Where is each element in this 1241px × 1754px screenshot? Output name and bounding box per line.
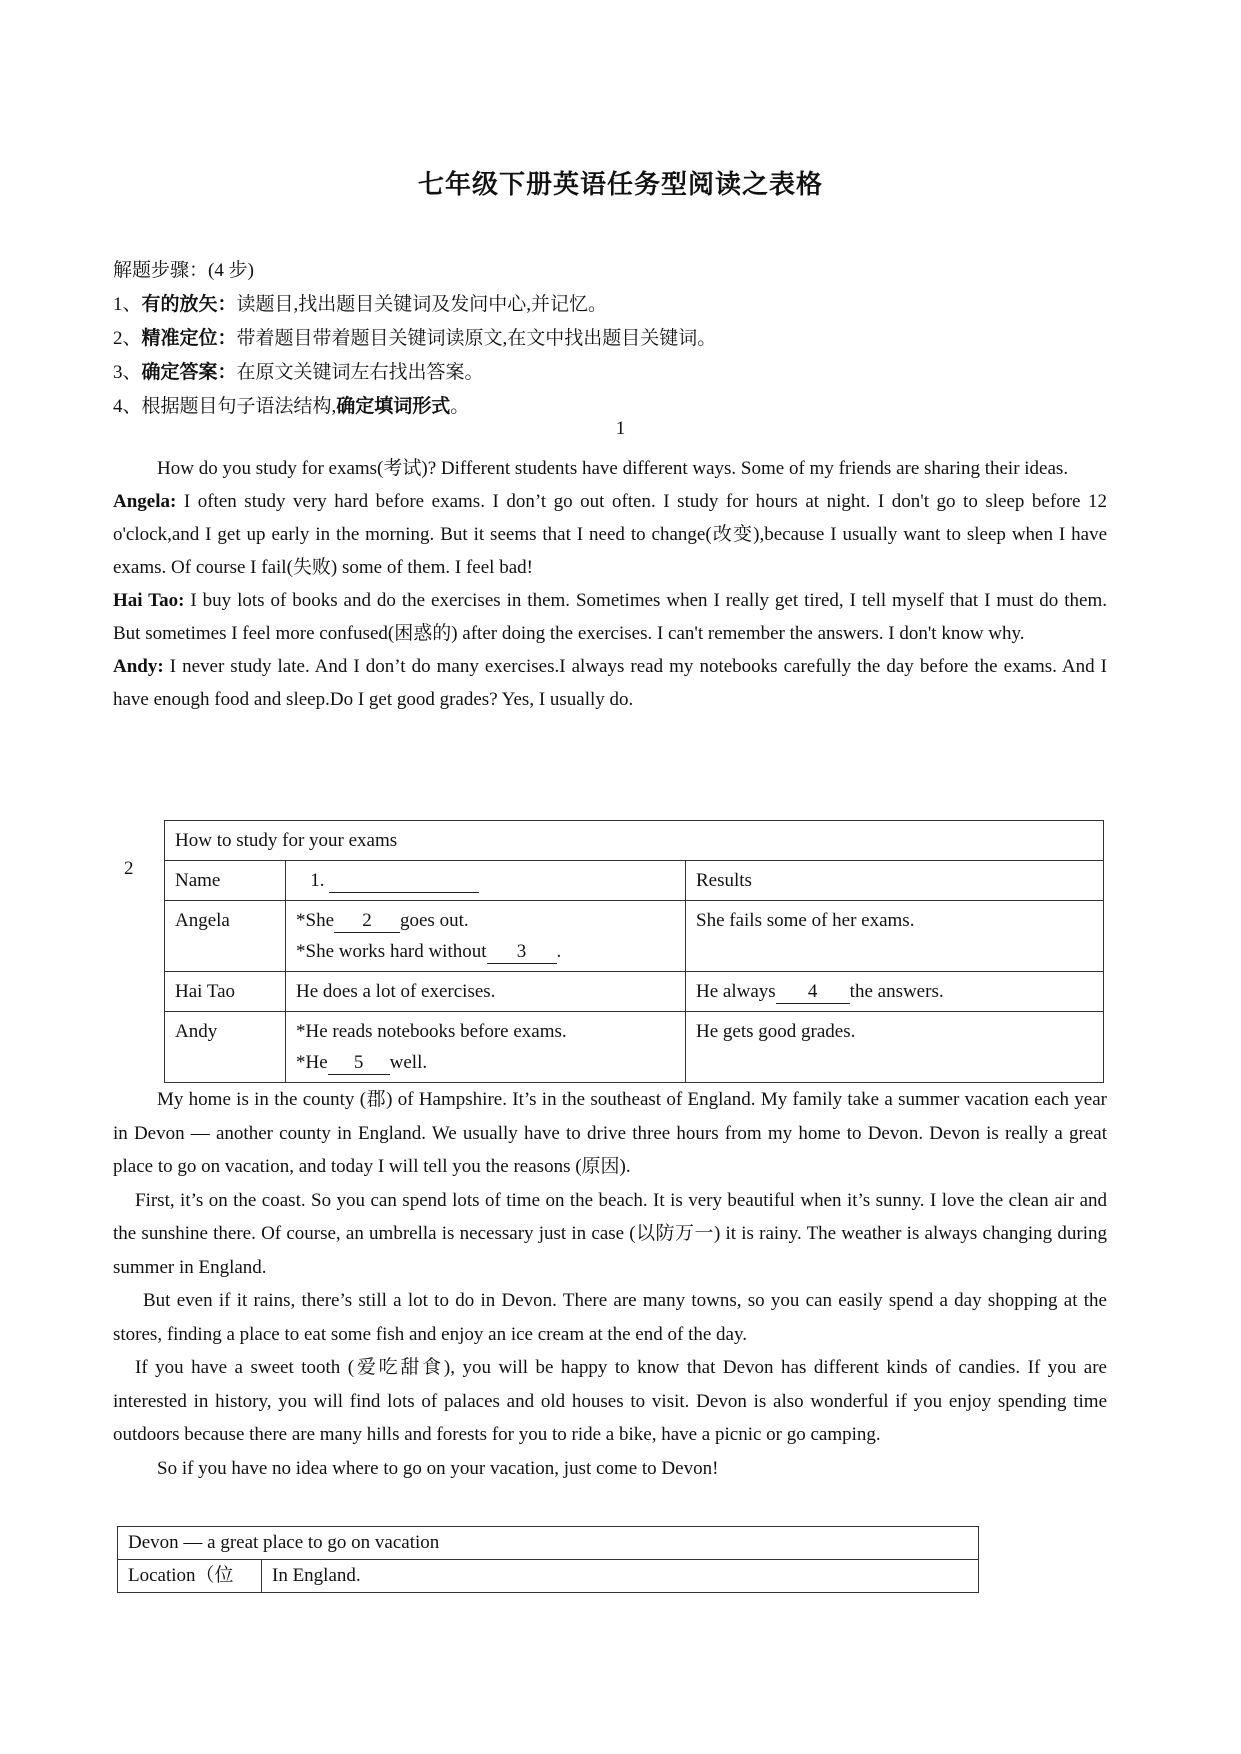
step-keyword: 确定答案： (141, 362, 237, 383)
table-row (165, 1012, 1104, 1083)
solving-steps (113, 254, 716, 424)
method-cell (286, 901, 686, 972)
speaker-text: I often study very hard before exams. I don’t go out often. I study for hours at night. I don't go to sleep before 12 o'clock,and I get up early in the morning. But it seems that I need to change(改变),because I usually want to sleep when I have exams. Of course I fail(失败) some of them. I feel bad! (113, 491, 1107, 578)
step-2 (113, 322, 716, 356)
step-keyword: 确定填词形式 (336, 396, 451, 417)
name-cell: Hai Tao (165, 972, 286, 1012)
cell-text: goes out. (400, 910, 469, 931)
speaker-text: I buy lots of books and do the exercises in them. Sometimes when I really get tired, I tell myself that I must do them. But sometimes I feel more confused(困惑的) after doing the exercises. I can't remember the answers. I don't know why. (113, 590, 1107, 644)
cell-text: *She works hard without (296, 941, 487, 962)
step-number: 1、 (113, 294, 142, 315)
result-cell: He gets good grades. (686, 1012, 1104, 1083)
cell-text: . (556, 941, 562, 962)
answer-blank-4[interactable]: 4 (776, 981, 850, 1004)
speaker-name: Hai Tao: (113, 590, 185, 611)
table-row (165, 861, 1104, 901)
name-cell: Andy (165, 1012, 286, 1083)
col-blank-1-header (286, 861, 686, 901)
paragraph: First, it’s on the coast. So you can spend lots of time on the beach. It is very beautiful when it’s sunny. I love the clean air and the sunshine there. Of course, an umbrella is necessary just in case (以防万一) it is rainy. The weather is always changing during summer in England. (113, 1189, 1107, 1278)
table-header-row (165, 821, 1104, 861)
step-text: 读题目,找出题目关键词及发问中心,并记忆。 (236, 294, 608, 315)
step-keyword: 有的放矢： (141, 294, 237, 315)
result-cell: She fails some of her exams. (686, 901, 1104, 972)
col-name-header: Name (165, 861, 286, 901)
steps-heading: 解题步骤：(4 步) (113, 260, 254, 281)
cell-text: He always (696, 981, 776, 1002)
table-header-row (118, 1527, 979, 1560)
page-title: 七年级下册英语任务型阅读之表格 (417, 170, 823, 200)
answer-blank-3[interactable]: 3 (487, 941, 557, 964)
blank-number: 1. (310, 870, 325, 891)
col-results-header: Results (686, 861, 1104, 901)
table-row (165, 972, 1104, 1012)
answer-blank-1[interactable] (329, 870, 479, 893)
passage-2 (113, 1083, 1107, 1485)
step-number: 2、 (113, 328, 142, 349)
cell-text: well. (389, 1052, 428, 1073)
study-methods-table (164, 820, 1104, 1083)
table-row (165, 901, 1104, 972)
method-cell: He does a lot of exercises. (286, 972, 686, 1012)
passage-1 (113, 452, 1107, 716)
step-number: 3、 (113, 362, 142, 383)
speaker-haitao (113, 584, 1107, 650)
method-cell (286, 1012, 686, 1083)
label-cell: Location（位 (118, 1560, 262, 1593)
step-text: 4、根据题目句子语法结构, (113, 396, 337, 417)
step-text: 在原文关键词左右找出答案。 (236, 362, 484, 383)
result-cell (686, 972, 1104, 1012)
speaker-name: Angela: (113, 491, 177, 512)
table-row (118, 1560, 979, 1593)
step-3 (113, 356, 716, 390)
paragraph: If you have a sweet tooth (爱吃甜食), you will be happy to know that Devon has different kinds of candies. If you are interested in history, you will find lots of palaces and old houses to visit. Devon is also wonderful if you enjoy spending time outdoors because there are many hills and forests for you to ride a bike, have a picnic or go camping. (113, 1357, 1107, 1445)
speaker-text: I never study late. And I don’t do many exercises.I always read my notebooks carefully the day before the exams. And I have enough food and sleep.Do I get good grades? Yes, I usually do. (113, 656, 1107, 710)
answer-blank-5[interactable]: 5 (328, 1052, 390, 1075)
step-text: 。 (450, 396, 470, 417)
passage-number: 1 (615, 418, 626, 439)
speaker-name: Andy: (113, 656, 164, 677)
paragraph: So if you have no idea where to go on your vacation, just come to Devon! (157, 1457, 719, 1479)
cell-text: *She (296, 910, 334, 931)
paragraph: My home is in the county (郡) of Hampshire. It’s in the southeast of England. My family take a summer vacation each year in Devon — another county in England. We usually have to drive three hours from my home to Devon. Devon is really a great place to go on vacation, and today I will tell you the reasons (原因). (113, 1089, 1107, 1177)
speaker-andy (113, 650, 1107, 716)
paragraph: But even if it rains, there’s still a lot to do in Devon. There are many towns, so you can easily spend a day shopping at the stores, finding a place to eat some fish and enjoy an ice cream at the end of the day. (113, 1290, 1107, 1345)
devon-table (117, 1526, 979, 1593)
value-cell: In England. (262, 1560, 979, 1593)
passage-intro: How do you study for exams(考试)? Different students have different ways. Some of my friends are sharing their ideas. (157, 458, 1069, 479)
cell-text: *He reads notebooks before exams. (296, 1021, 567, 1042)
step-1 (113, 288, 716, 322)
step-text: 带着题目带着题目关键词读原文,在文中找出题目关键词。 (236, 328, 717, 349)
cell-text: the answers. (849, 981, 944, 1002)
answer-blank-2[interactable]: 2 (334, 910, 400, 933)
table-title: How to study for your exams (165, 821, 1104, 861)
speaker-angela (113, 485, 1107, 584)
table-title: Devon — a great place to go on vacation (118, 1527, 979, 1560)
cell-text: *He (296, 1052, 328, 1073)
name-cell: Angela (165, 901, 286, 972)
question-number: 2 (124, 858, 134, 879)
step-keyword: 精准定位： (141, 328, 237, 349)
